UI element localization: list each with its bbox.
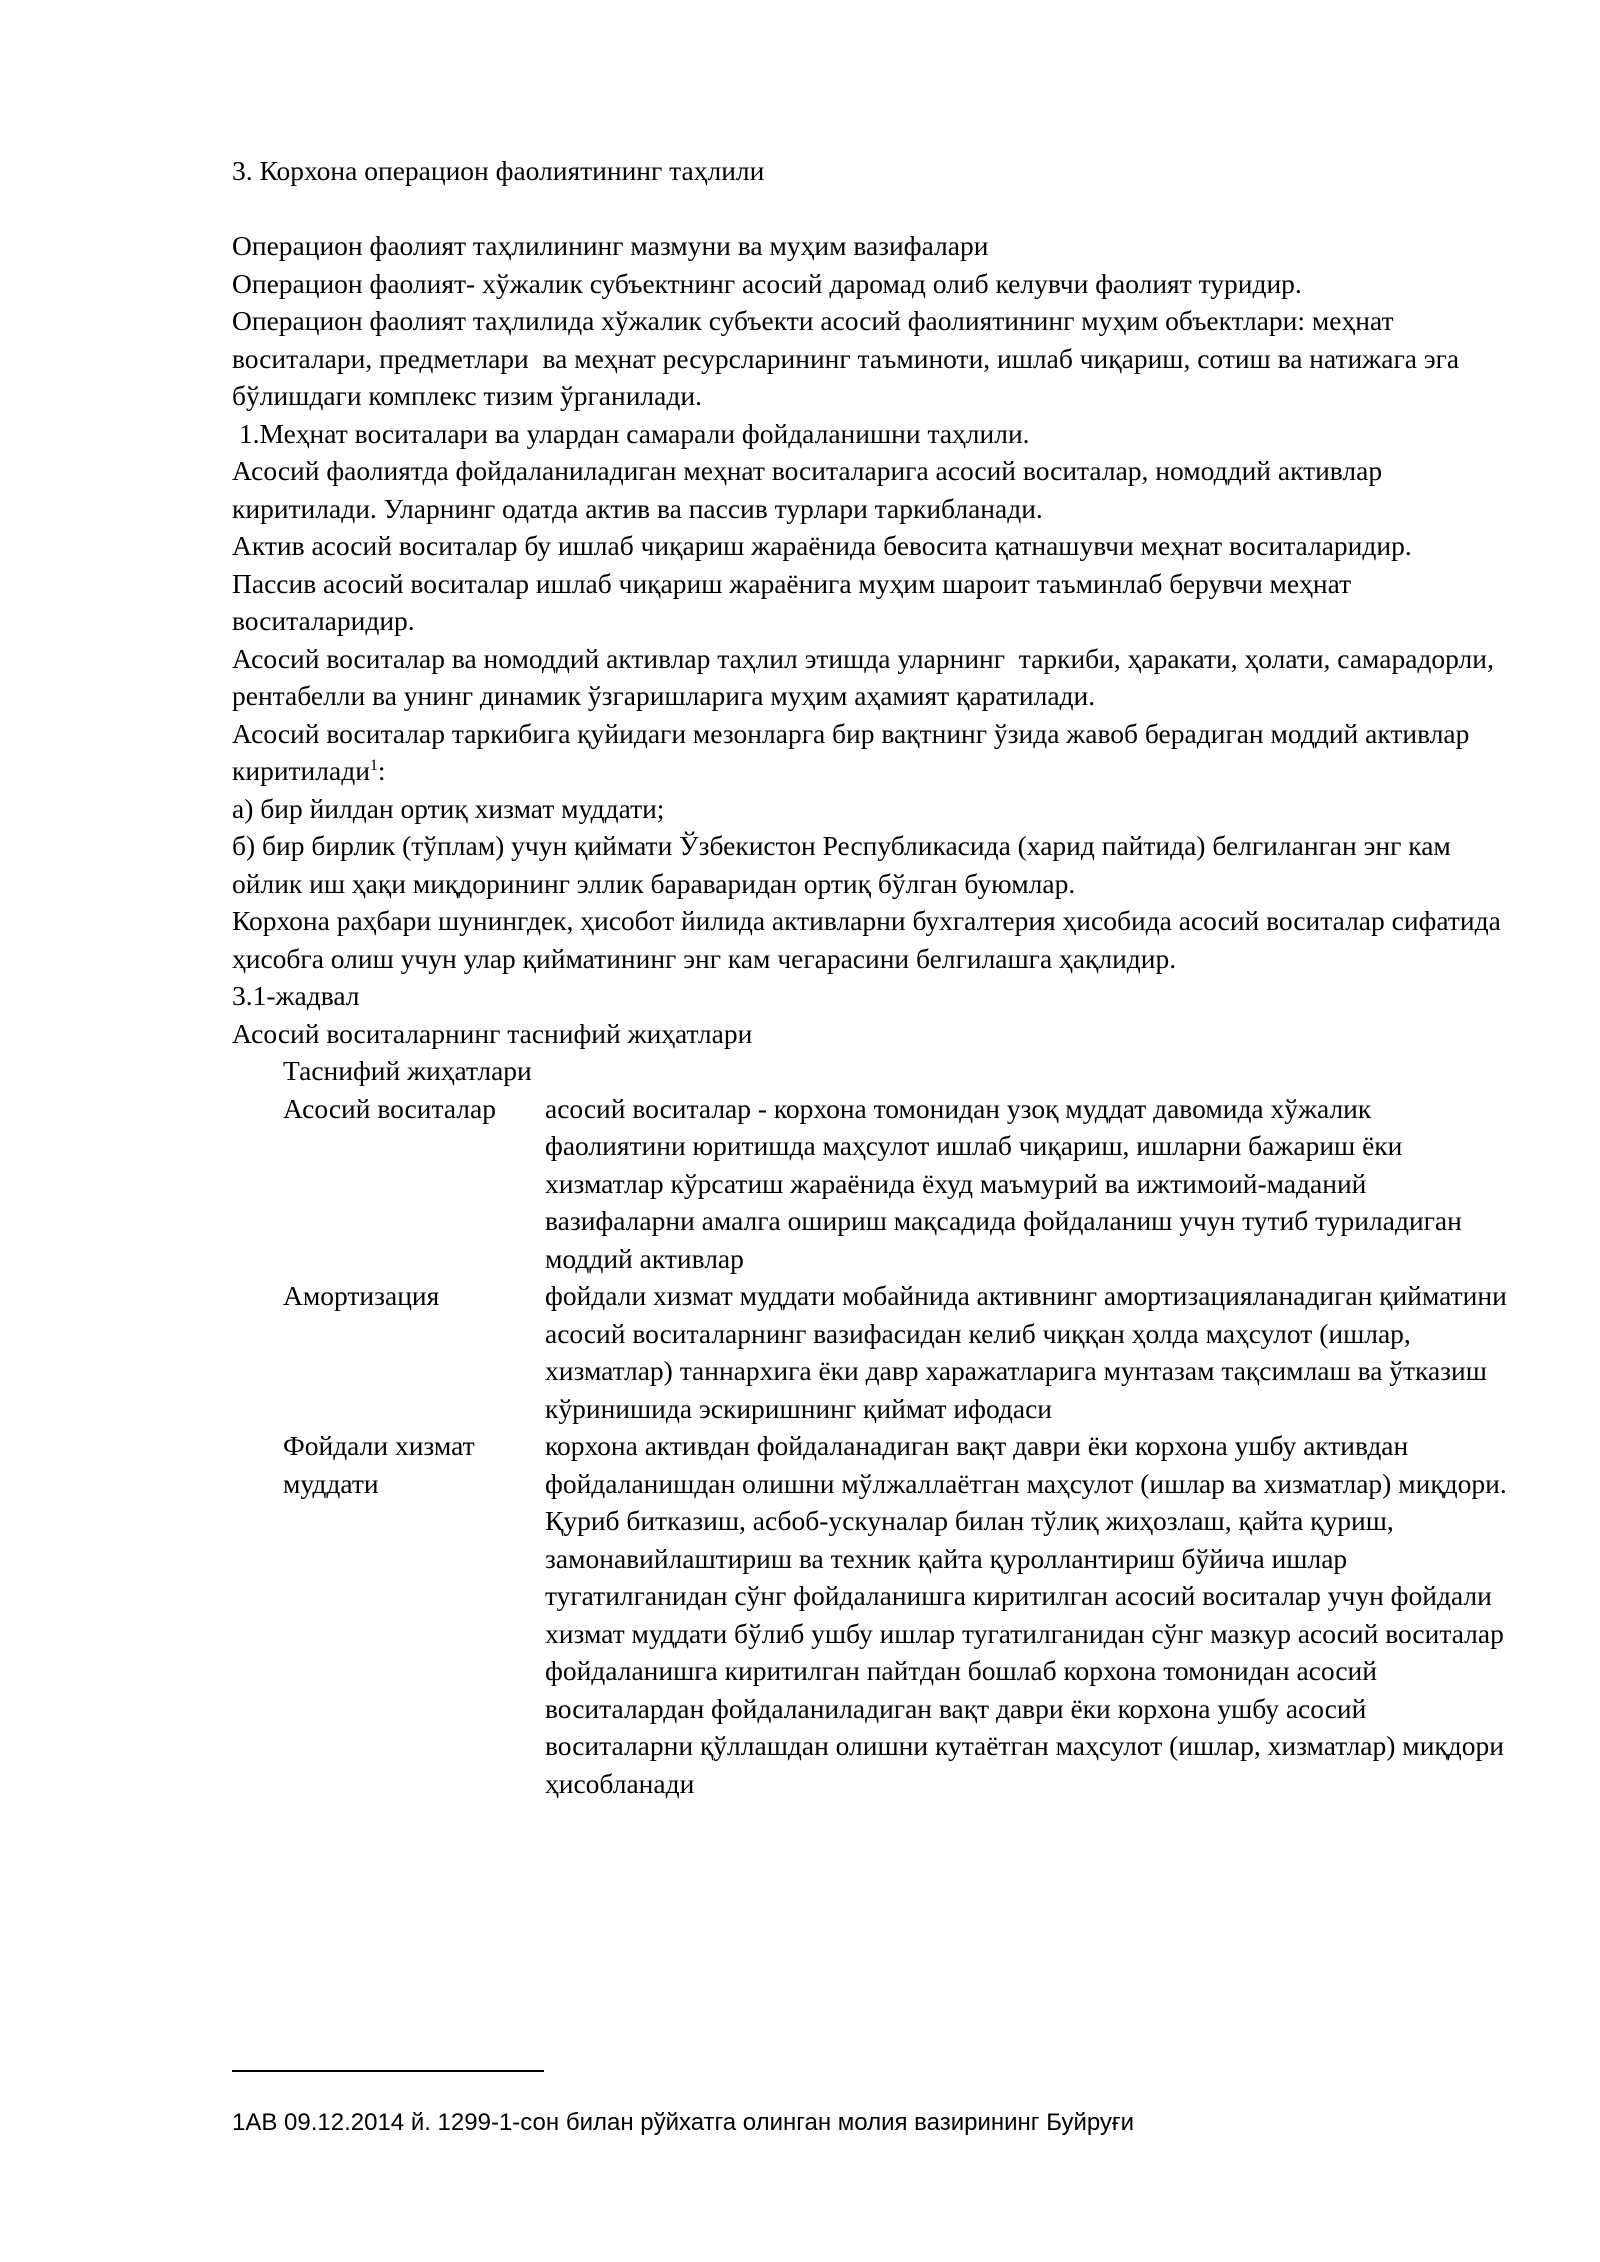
table-row <box>283 1427 1522 1802</box>
criteria-intro-text: Асосий воситалар таркибига қуйидаги мезонларга бир вақтнинг ўзида жавоб берадиган моддий активлар киритилади <box>232 717 1477 786</box>
table-term: Асосий воситалар <box>283 1092 496 1124</box>
paragraph-active-assets: Актив асосий воситалар бу ишлаб чиқариш жараёнида бевосита қатнашувчи меҳнат воситаларидир. <box>232 530 1412 561</box>
chapter-heading: 3. Корхона операцион фаолиятининг таҳлили <box>232 155 765 186</box>
table-row <box>283 1090 1522 1278</box>
table-column-header: Таснифий жиҳатлари <box>283 1055 532 1086</box>
paragraph-labour-means: Асосий фаолиятда фойдаланиладиган меҳнат воситаларига асосий воситалар, номоддий активлар киритилади. Уларнинг одатда актив ва пассив турлари таркибланади. <box>232 455 1389 524</box>
criteria-intro-colon: : <box>377 755 386 786</box>
table-definition: фойдали хизмат муддати мобайнида активнинг амортизацияланадиган қийматини асосий воситаларнинг вазифасидан келиб чиққан ҳолда маҳсулот (ишлар, хизматлар) таннархига ёки давр харажатларига мунтазам тақсимлаш ва ўтказиш кўринишида эскиришнинг қиймат ифодаси <box>545 1280 1514 1424</box>
table-number: 3.1-жадвал <box>232 980 360 1011</box>
section-subtitle: Операцион фаолият таҳлилининг мазмуни ва муҳим вазифалари <box>232 230 989 261</box>
subsection-heading: 1.Меҳнат воситалари ва улардан самарали фойдаланишни таҳлили. <box>232 417 1030 449</box>
footnote-reference: 1 <box>369 756 378 774</box>
paragraph-criteria-intro <box>232 715 1522 790</box>
paragraph-definition: Операцион фаолият- хўжалик субъектнинг асосий даромад олиб келувчи фаолият туридир. <box>232 267 1302 299</box>
table-term: Амортизация <box>283 1280 440 1311</box>
document-body <box>232 152 1522 1802</box>
table-row <box>283 1277 1522 1427</box>
paragraph-manager-note: Корхона раҳбари шунингдек, ҳисобот йилида активларни бухгалтерия ҳисобида асосий воситалар сифатида ҳисобга олиш учун улар қийматининг энг кам чегарасини белгилашга ҳақлидир. <box>232 905 1508 974</box>
footnote-separator <box>232 2070 544 2072</box>
paragraph-analysis-objects: Операцион фаолият таҳлилида хўжалик субъекти асосий фаолиятининг муҳим объектлари: меҳнат воситалари, предметлари ва меҳнат ресурсларининг таъминоти, ишлаб чиқариш, сотиш ва натижага эга бўлишдаги комплекс тизим ўрганилади. <box>232 305 1466 411</box>
table-definition: асосий воситалар - корхона томонидан узоқ муддат давомида хўжалик фаолиятини юритишда маҳсулот ишлаб чиқариш, ишларни бажариш ёки хизматлар кўрсатиш жараёнида ёхуд маъмурий ва ижтимоий-маданий вазифаларни амалга ошириш мақсадида фойдаланиш учун тутиб туриладиган моддий активлар <box>545 1092 1469 1274</box>
criteria-item-a: а) бир йилдан ортиқ хизмат муддати; <box>232 792 665 824</box>
classification-table <box>283 1052 1522 1802</box>
paragraph-passive-assets: Пассив асосий воситалар ишлаб чиқариш жараёнига муҳим шароит таъминлаб берувчи меҳнат воситаларидир. <box>232 567 1358 636</box>
table-definition: корхона активдан фойдаланадиган вақт даври ёки корхона ушбу активдан фойдаланишдан олишни мўлжаллаётган маҳсулот (ишлар ва хизматлар) миқдори. Қуриб битказиш, асбоб-ускуналар билан тўлиқ жиҳозлаш, қайта қуриш, замонавийлаштириш ва техник қайта қуроллантириш бўйича ишлар тугатилганидан сўнг фойдаланишга киритилган асосий воситалар учун фойдали хизмат муддати бўлиб ушбу ишлар тугатилганидан сўнг мазкур асосий воситалар фойдаланишга киритилган пайтдан бошлаб корхона томонидан асосий воситалардан фойдаланиладиган вақт даври ёки корхона ушбу асосий воситаларни қўллашдан олишни кутаётган маҳсулот (ишлар, хизматлар) миқдори ҳисобланади <box>545 1430 1514 1799</box>
table-term: Фойдали хизмат муддати <box>283 1430 482 1499</box>
table-title: Асосий воситаларнинг таснифий жиҳатлари <box>232 1017 753 1049</box>
footnote-text: 1АВ 09.12.2014 й. 1299-1-сон билан рўйхатга олинган молия вазирининг Буйруғи <box>232 2109 1135 2136</box>
paragraph-analysis-focus: Асосий воситалар ва номоддий активлар таҳлил этишда уларнинг таркиби, ҳаракати, ҳолати, самарадорли, рентабелли ва унинг динамик ўзгаришларига муҳим аҳамият қаратилади. <box>232 642 1501 711</box>
spacer <box>232 190 1522 228</box>
criteria-item-b: б) бир бирлик (тўплам) учун қиймати Ўзбекистон Республикасида (харид пайтида) белгиланган энг кам ойлик иш ҳақи миқдорининг эллик бараваридан ортиқ бўлган буюмлар. <box>232 830 1458 899</box>
